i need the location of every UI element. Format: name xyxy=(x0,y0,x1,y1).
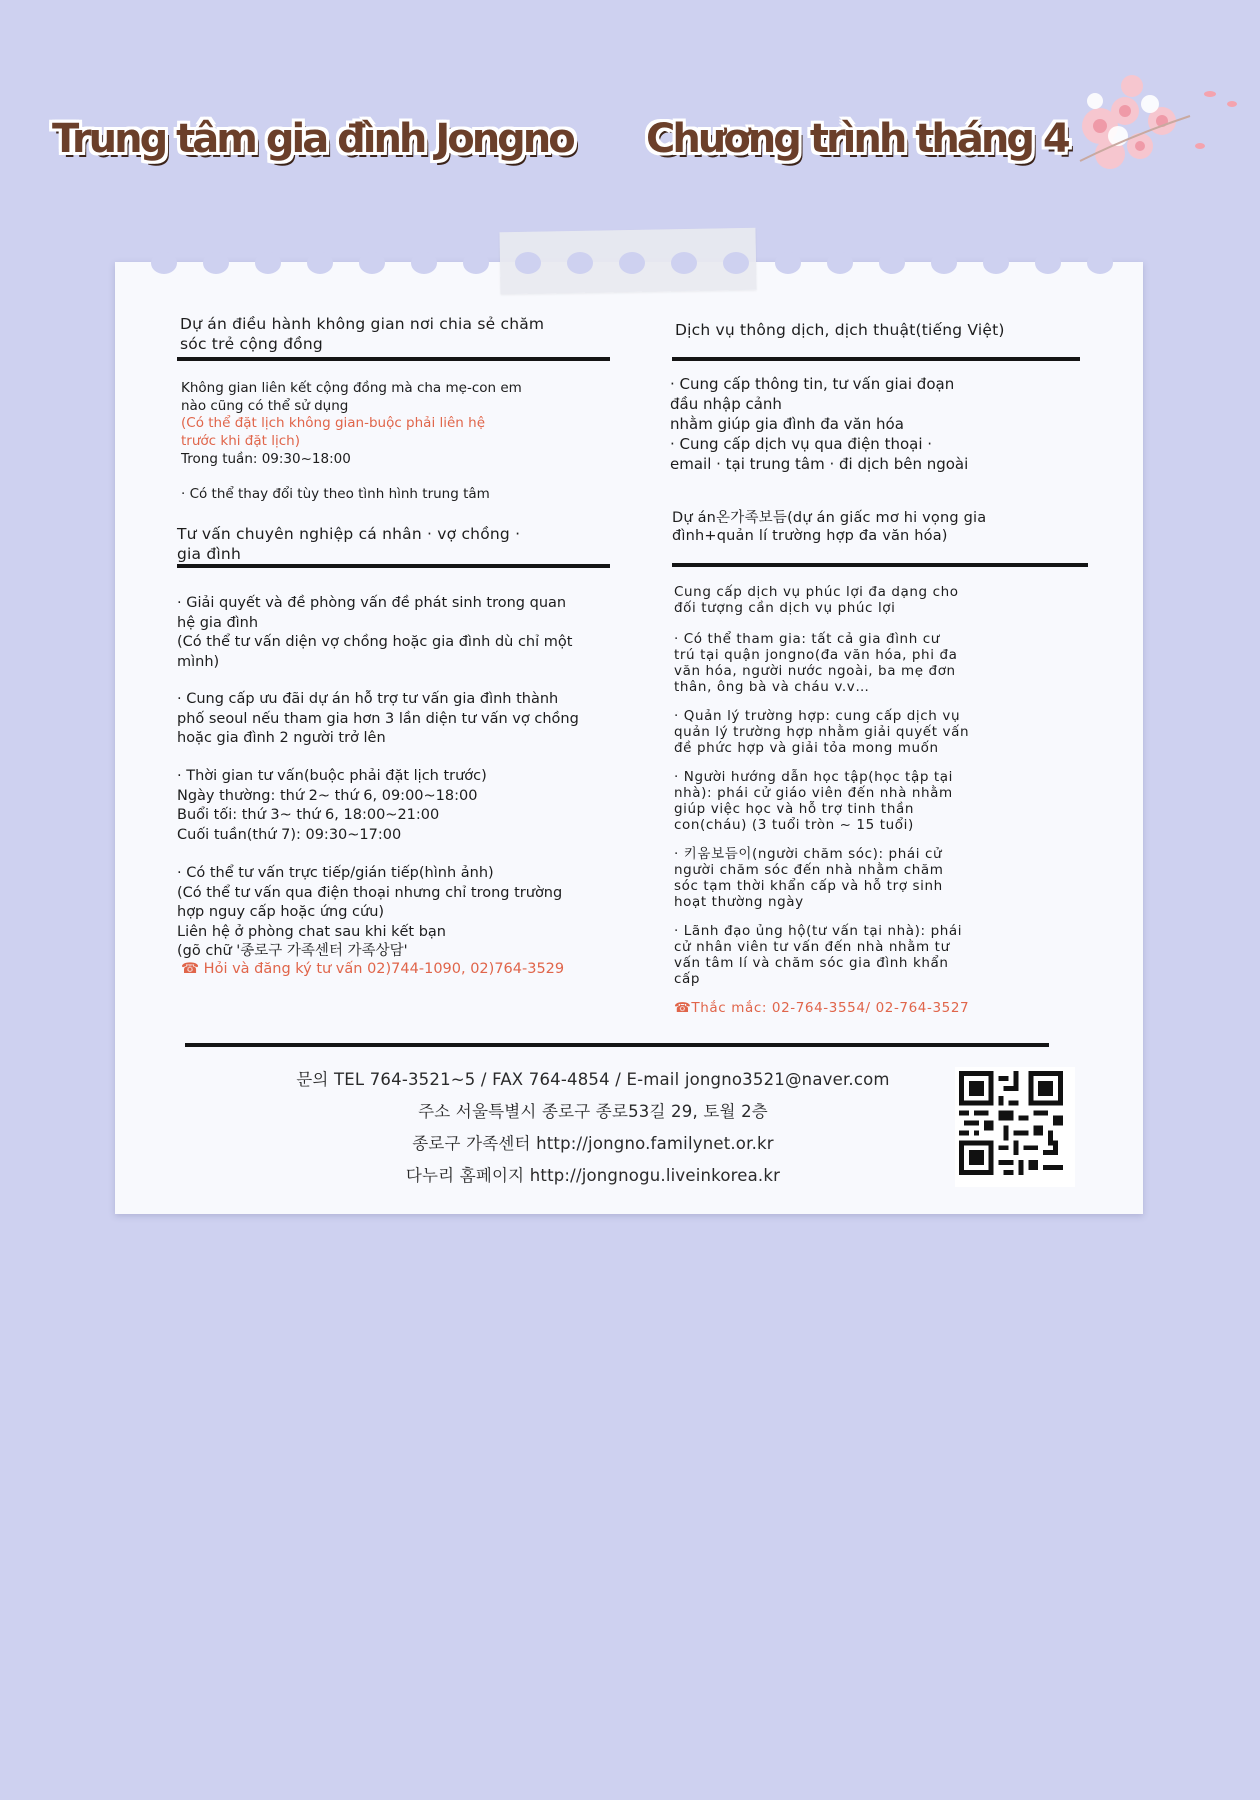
program-sheet xyxy=(115,262,1143,1214)
dream-project-title: Dự án온가족보듬(dự án giấc mơ hi vọng gia đình+quản lí trường hợp đa văn hóa) xyxy=(672,510,987,544)
divider xyxy=(177,564,610,568)
paper-holes xyxy=(115,252,1143,276)
space-project-note: (Có thể đặt lịch không gian-buộc phải liên hệ trước khi đặt lịch) xyxy=(181,415,486,449)
interpret-body: · Cung cấp thông tin, tư vấn giai đoạn đầu nhập cảnh nhằm giúp gia đình đa văn hóa · Cung cấp dịch vụ qua điện thoại · email · tại trung tâm · đi dịch bên ngoài xyxy=(670,375,969,473)
counsel-title: Tư vấn chuyên nghiệp cá nhân · vợ chồng · gia đình xyxy=(177,525,521,563)
footer-address: 주소 서울특별시 종로구 종로53길 29, 토월 2층 xyxy=(418,1102,768,1121)
counsel-item-4: · Có thể tư vấn trực tiếp/gián tiếp(hình ảnh) (Có thể tư vấn qua điện thoại nhưng chỉ trong trường hợp nguy cấp hoặc ứng cứu) Liên hệ ở phòng chat sau khi kết bạn (gõ chữ '종로구 가족센터 가족상담' xyxy=(177,865,563,959)
dream-eligibility: · Có thể tham gia: tất cả gia đình cư trú tại quận jongno(đa văn hóa, phi đa văn hóa, người nước ngoài, ba mẹ đơn thân, ông bà và cháu v.v… xyxy=(674,631,958,695)
footer-divider xyxy=(185,1043,1049,1047)
space-project-note2: · Có thể thay đổi tùy theo tình hình trung tâm xyxy=(181,486,490,502)
dream-intro: Cung cấp dịch vụ phúc lợi đa dạng cho đối tượng cần dịch vụ phúc lợi xyxy=(674,584,959,616)
space-project-hours: Trong tuần: 09:30~18:00 xyxy=(181,451,351,467)
counsel-hours: · Thời gian tư vấn(buộc phải đặt lịch trước) Ngày thường: thứ 2~ thứ 6, 09:00~18:00 Buổi tối: thứ 3~ thứ 6, 18:00~21:00 Cuối tuần(thứ 7): 09:30~17:00 xyxy=(177,768,487,843)
program-title: Chương trình tháng 4 xyxy=(646,116,1068,162)
dream-tutor: · Người hướng dẫn học tập(học tập tại nhà): phái cử giáo viên đến nhà nhằm giúp việc học và hỗ trợ tinh thần con(cháu) (3 tuổi tròn ~ 15 tuổi) xyxy=(674,769,953,833)
divider xyxy=(672,357,1080,361)
dream-caregiver: · 키움보듬이(người chăm sóc): phái cử người chăm sóc đến nhà nhằm chăm sóc tạm thời khẩn cấp và hỗ trợ sinh hoạt thường ngày xyxy=(674,846,944,910)
dream-contact: ☎Thắc mắc: 02-764-3554/ 02-764-3527 xyxy=(674,1000,970,1016)
space-project-body: Không gian liên kết cộng đồng mà cha mẹ-con em nào cũng có thể sử dụng xyxy=(181,380,522,414)
counsel-item-2: · Cung cấp ưu đãi dự án hỗ trợ tư vấn gia đình thành phố seoul nếu tham gia hơn 3 lần diện tư vấn vợ chồng hoặc gia đình 2 người trở lên xyxy=(177,691,579,746)
cherry-blossom-icon xyxy=(1070,66,1250,186)
footer-contact: 문의 TEL 764-3521~5 / FAX 764-4854 / E-mail jongno3521@naver.com xyxy=(296,1070,890,1089)
center-title: Trung tâm gia đình Jongno xyxy=(52,116,573,162)
counsel-contact: ☎ Hỏi và đăng ký tư vấn 02)744-1090, 02)764-3529 xyxy=(181,961,565,977)
qr-code-icon[interactable] xyxy=(955,1067,1075,1187)
dream-home-counsel: · Lãnh đạo ủng hộ(tư vấn tại nhà): phái cử nhân viên tư vấn đến nhà nhằm tư vấn tâm lí và chăm sóc gia đình khẩn cấp xyxy=(674,923,963,987)
space-project-title: Dự án điều hành không gian nơi chia sẻ chăm sóc trẻ cộng đồng xyxy=(180,315,545,353)
counsel-item-1: · Giải quyết và đề phòng vấn đề phát sinh trong quan hệ gia đình (Có thể tư vấn diện vợ chồng hoặc gia đình dù chỉ một mình) xyxy=(177,595,573,670)
divider xyxy=(672,563,1088,567)
footer-danuri[interactable]: 다누리 홈페이지 http://jongnogu.liveinkorea.kr xyxy=(405,1166,781,1185)
dream-case-management: · Quản lý trường hợp: cung cấp dịch vụ quản lý trường hợp nhằm giải quyết vấn đề phức hợp và giải tỏa mong muốn xyxy=(674,708,970,756)
divider xyxy=(177,357,610,361)
interpret-title: Dịch vụ thông dịch, dịch thuật(tiếng Việt) xyxy=(675,321,1005,339)
footer-website[interactable]: 종로구 가족센터 http://jongno.familynet.or.kr xyxy=(412,1134,774,1153)
